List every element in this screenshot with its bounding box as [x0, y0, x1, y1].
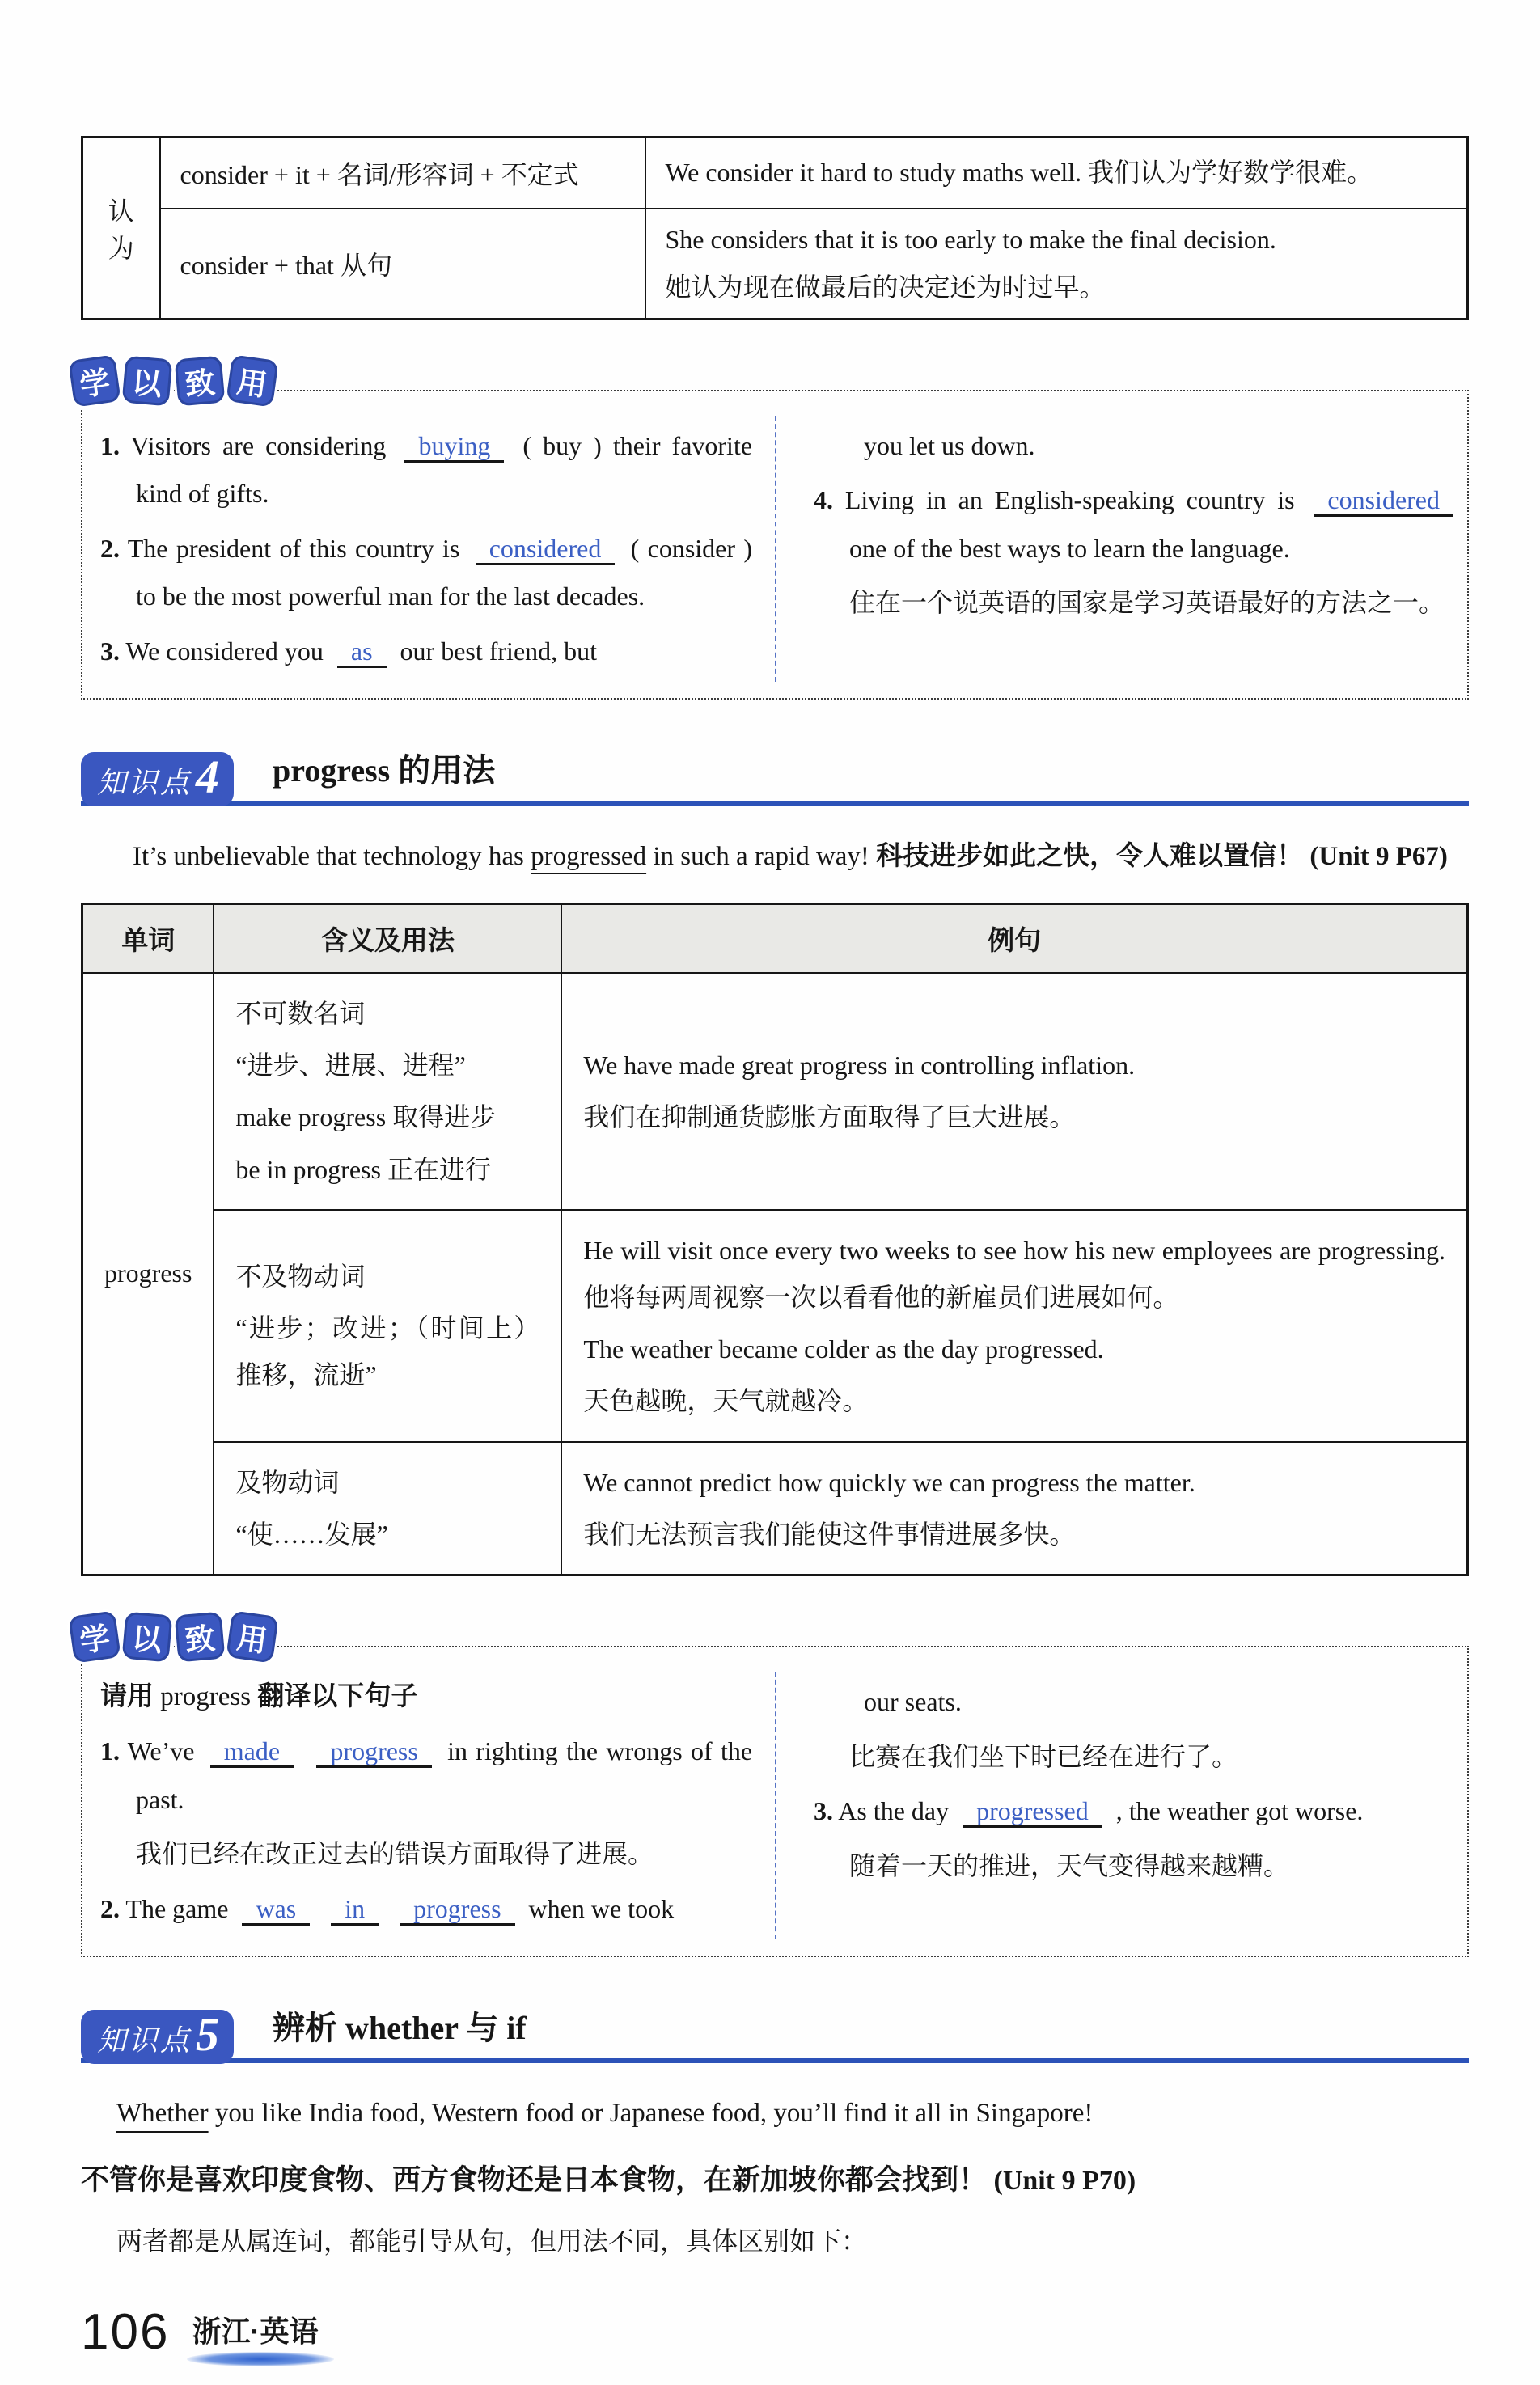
example-cell: [561, 1210, 1467, 1442]
item-text: We considered you: [125, 636, 324, 666]
fill-in-answer: progress: [400, 1894, 514, 1926]
consider-table: [81, 136, 1469, 320]
kp-badge-label: 知识点: [97, 2024, 192, 2057]
fill-in-answer: was: [242, 1894, 310, 1926]
brand-label: [192, 2309, 318, 2355]
example-en: She considers that it is too early to make the final decision.: [665, 224, 1276, 254]
example-line: [666, 149, 1448, 197]
exercise-item-2-continued: our seats.: [864, 1687, 962, 1717]
usage-line: make progress 取得进步: [235, 1102, 497, 1132]
item-text: our best friend, but: [400, 636, 598, 666]
badge-tile: 以: [122, 1612, 173, 1663]
kp-badge-label: 知识点: [97, 767, 192, 800]
practice-badge: [71, 357, 281, 404]
page-footer: [81, 2303, 1469, 2361]
usage-line: “使……发展”: [235, 1519, 388, 1549]
table-row: [82, 1210, 1468, 1442]
practice-columns: [92, 416, 1461, 683]
usage-line: 不及物动词: [235, 1261, 366, 1291]
fill-in-answer: considered: [476, 534, 616, 565]
item-text: As the day: [838, 1796, 950, 1826]
usage-line: be in progress 正在进行: [235, 1154, 491, 1184]
usage-line: 及物动词: [235, 1467, 340, 1497]
unit-reference: (Unit 9 P70): [993, 2165, 1136, 2196]
badge-tile: 学: [68, 1610, 121, 1664]
consider-pattern-1: consider + it + 名词/形容词 + 不定式: [160, 137, 645, 209]
fill-in-answer: buying: [404, 431, 504, 463]
table-row: [82, 209, 1468, 319]
consider-example-2: [645, 209, 1468, 319]
consider-row-label: 认为: [82, 137, 160, 319]
kp5-note: 两者都是从属连词，都能引导从句，但用法不同，具体区别如下：: [116, 2226, 868, 2256]
example-line: He will visit once every two weeks to see how his new employees are progressing. 他将每两周视察一次以看看他的新雇员们进展如何。: [583, 1235, 1445, 1312]
practice-badge: [71, 1613, 281, 1660]
badge-tile: 学: [68, 354, 121, 408]
sentence-translation: 不管你是喜欢印度食物、西方食物还是日本食物，在新加坡你都会找到！: [81, 2163, 988, 2196]
example-line: 我们在抑制通货膨胀方面取得了巨大进展。: [583, 1102, 1076, 1132]
item-number: 3.: [814, 1796, 833, 1826]
item-number: 1.: [100, 430, 120, 460]
item-text: when we took: [528, 1893, 675, 1923]
consider-example-1: [645, 137, 1468, 209]
item-text: Visitors are considering: [130, 430, 387, 460]
brand-underline-swoosh: [187, 2352, 334, 2366]
table-row: [82, 1442, 1468, 1575]
fill-in-answer: as: [337, 636, 387, 668]
exercise-item-3-continued: you let us down.: [864, 430, 1035, 460]
progress-table: [81, 903, 1469, 1576]
example-line: We have made great progress in controlling inflation.: [583, 1051, 1136, 1080]
usage-line: “进步、进展、进程”: [235, 1051, 466, 1080]
item-text: , the weather got worse.: [1115, 1796, 1364, 1826]
exercise-item-1: [100, 1727, 752, 1824]
item-text: The game: [125, 1893, 229, 1923]
badge-tile: 用: [226, 354, 279, 408]
usage-line: 不可数名词: [235, 998, 366, 1028]
exercise-item-2: [100, 525, 752, 621]
item-text: ( buy ) their favorite kind of gifts.: [136, 430, 753, 509]
kp5-translation-line: [81, 2155, 1469, 2205]
kp-badge-number: 5: [196, 2008, 220, 2062]
exercise-item-4: [814, 476, 1461, 573]
intro-translation: 科技进步如此之快，令人难以置信！: [876, 840, 1304, 871]
example-zh: 她认为现在做最后的决定还为时过早。: [665, 272, 1106, 302]
badge-tile: 致: [175, 355, 226, 406]
kp4-header: [81, 745, 1469, 806]
example-line: 天色越晚，天气就越冷。: [583, 1386, 869, 1416]
example-cell: [561, 1442, 1467, 1575]
item-text: Living in an English-speaking country is: [844, 485, 1295, 515]
item-number: 2.: [100, 533, 120, 563]
sentence-text: you like India food, Western food or Japanese food, you’ll find it all in Singapore!: [214, 2099, 1094, 2129]
item-text: The president of this country is: [127, 533, 460, 563]
page-number: 106: [81, 2304, 170, 2361]
kp-badge-number: 4: [196, 751, 220, 804]
kp4-intro-sentence: [81, 830, 1469, 882]
kp5-title: 辨析 whether 与 if: [273, 2010, 527, 2047]
practice-column-left: [92, 1672, 776, 1939]
practice-column-right: [776, 416, 1461, 683]
usage-line: “进步；改进；（时间上）推移，流逝”: [235, 1313, 540, 1390]
kp4-badge: [81, 752, 234, 806]
example-cell: [561, 973, 1467, 1210]
usage-cell: [214, 973, 561, 1210]
item-translation: 比赛在我们坐下时已经在进行了。: [849, 1741, 1238, 1771]
example-zh: 我们认为学好数学很难。: [1088, 158, 1373, 188]
brand-text: 浙江·英语: [192, 2315, 319, 2349]
item-text: in righting the wrongs of the past.: [136, 1736, 753, 1814]
usage-cell: [214, 1442, 561, 1575]
instruction-text: 翻译以下句子: [257, 1681, 418, 1711]
table-row: [82, 137, 1468, 209]
col-header-word: 单词: [82, 903, 214, 973]
kp5-header: [81, 2002, 1469, 2063]
fill-in-answer: made: [210, 1736, 294, 1768]
practice-column-right: [776, 1672, 1461, 1939]
col-header-example: 例句: [561, 903, 1467, 973]
instruction-text: 请用: [100, 1681, 154, 1711]
item-translation: 我们已经在改正过去的错误方面取得了进展。: [136, 1839, 654, 1869]
exercise-item-3: [814, 1787, 1461, 1836]
practice-box-progress: [78, 1621, 1469, 1957]
example-line: We cannot predict how quickly we can progress the matter.: [583, 1467, 1195, 1497]
badge-tile: 致: [175, 1612, 226, 1663]
fill-in-answer: considered: [1314, 485, 1453, 517]
intro-text: in such a rapid way!: [653, 842, 869, 872]
table-row: [82, 973, 1468, 1210]
fill-in-answer: progressed: [962, 1796, 1102, 1828]
item-translation: 随着一天的推进，天气变得越来越糟。: [849, 1850, 1290, 1880]
kp5-badge: [81, 2010, 234, 2064]
word-cell: progress: [82, 973, 214, 1575]
item-number: 4.: [814, 485, 833, 515]
usage-cell: [214, 1210, 561, 1442]
item-number: 1.: [100, 1736, 120, 1766]
item-number: 3.: [100, 636, 120, 666]
example-en: We consider it hard to study maths well.: [665, 158, 1082, 188]
exercise-item-3: [100, 628, 752, 676]
sentence-underlined-word: Whether: [116, 2099, 209, 2129]
practice-box-consider: [78, 365, 1469, 700]
example-line: The weather became colder as the day progressed.: [583, 1334, 1104, 1364]
item-text: one of the best ways to learn the language.: [849, 533, 1290, 563]
practice-column-left: [92, 416, 776, 683]
fill-in-answer: progress: [316, 1736, 431, 1768]
item-translation: 住在一个说英语的国家是学习英语最好的方法之一。: [849, 588, 1445, 618]
item-number: 2.: [100, 1893, 120, 1923]
intro-text: It’s unbelievable that technology has: [133, 842, 524, 872]
kp5-example-sentence: [81, 2087, 1469, 2139]
badge-tile: 用: [226, 1610, 279, 1664]
fill-in-answer: in: [331, 1894, 379, 1926]
example-line: 我们无法预言我们能使这件事情进展多快。: [583, 1519, 1076, 1549]
consider-pattern-2: consider + that 从句: [160, 209, 645, 319]
practice-columns: [92, 1672, 1461, 1939]
item-text: We’ve: [127, 1736, 195, 1766]
col-header-usage: 含义及用法: [214, 903, 561, 973]
practice-instruction: [100, 1673, 752, 1719]
instruction-word: progress: [160, 1682, 252, 1712]
intro-underlined-word: progressed: [531, 842, 647, 872]
unit-reference: (Unit 9 P67): [1309, 842, 1448, 872]
badge-tile: 以: [122, 355, 173, 406]
exercise-item-1: [100, 422, 752, 518]
kp4-title: progress 的用法: [273, 752, 496, 789]
item-text: ( consider ) to be the most powerful man for the last decades.: [136, 533, 753, 611]
table-header-row: [82, 903, 1468, 973]
exercise-item-2: [100, 1885, 752, 1934]
